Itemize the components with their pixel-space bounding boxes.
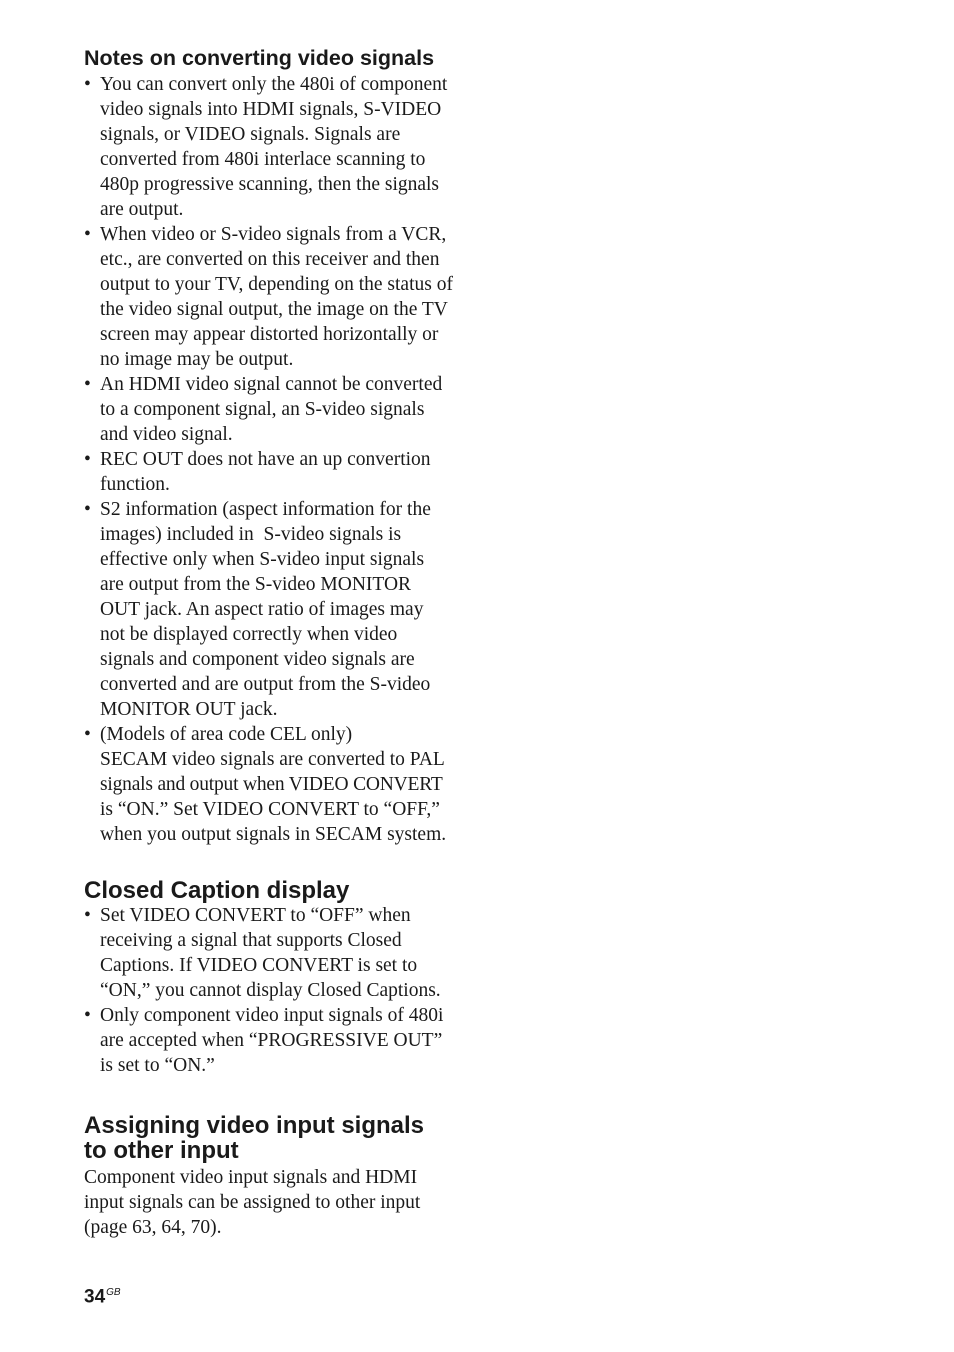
text-line: are accepted when “PROGRESSIVE OUT” [100,1030,443,1051]
text-line: signals and component video signals are [100,649,415,670]
text-line: and video signal. [100,424,233,445]
text-line: An HDMI video signal cannot be converted [100,374,443,395]
text-line: REC OUT does not have an up convertion [100,449,431,470]
text-line: etc., are converted on this receiver and then [100,249,440,270]
text-line: is set to “ON.” [100,1055,215,1076]
text-line: Component video input signals and HDMI [84,1167,418,1188]
text-line: output to your TV, depending on the status of [100,274,453,295]
text-line: OUT jack. An aspect ratio of images may [100,599,424,620]
text-line: receiving a signal that supports Closed [100,930,402,951]
page-number-value: 34 [84,1286,106,1308]
bullet-icon: • [84,74,91,95]
bullet-icon: • [84,224,91,245]
bullet-icon: • [84,724,91,745]
paragraph [84,1165,464,1240]
text-line: no image may be output. [100,349,294,370]
text-line: signals and output when VIDEO CONVERT [100,774,443,795]
text-line: (Models of area code CEL only) [100,724,353,745]
text-line: Set VIDEO CONVERT to “OFF” when [100,905,411,926]
section-closed-caption [84,878,464,1078]
text-line: (page 63, 64, 70). [84,1217,222,1238]
bullet-list [84,72,464,847]
text-line: input signals can be assigned to other input [84,1192,421,1213]
text-line: not be displayed correctly when video [100,624,398,645]
list-item [84,222,464,372]
bullet-list [84,903,464,1078]
text-line: function. [100,474,170,495]
bullet-icon: • [84,449,91,470]
text-line: are output. [100,199,184,220]
text-line: When video or S-video signals from a VCR, [100,224,447,245]
text-line: MONITOR OUT jack. [100,699,278,720]
text-line: to a component signal, an S-video signals [100,399,425,420]
text-line: Captions. If VIDEO CONVERT is set to [100,955,418,976]
text-line: video signals into HDMI signals, S-VIDEO [100,99,442,120]
text-line: images) included in S-video signals is [100,524,402,545]
list-item [84,497,464,722]
text-line: S2 information (aspect information for the [100,499,431,520]
page-content [84,44,464,1240]
text-line: converted and are output from the S-video [100,674,431,695]
section-notes-converting-video [84,44,464,847]
bullet-icon: • [84,1005,91,1026]
text-line: effective only when S-video input signals [100,549,425,570]
page-number [84,1281,121,1309]
list-item [84,903,464,1003]
text-line: SECAM video signals are converted to PAL [100,749,445,770]
text-line: 480p progressive scanning, then the signals [100,174,440,195]
title-line: Assigning video input signals [84,1112,425,1139]
bullet-icon: • [84,374,91,395]
list-item [84,447,464,497]
section-title: Notes on converting video signals [84,46,435,70]
bullet-icon: • [84,499,91,520]
text-line: when you output signals in SECAM system. [100,824,447,845]
text-line: screen may appear distorted horizontally or [100,324,439,345]
page-number-suffix: GB [106,1287,121,1298]
text-line: You can convert only the 480i of component [100,74,448,95]
text-line: is “ON.” Set VIDEO CONVERT to “OFF,” [100,799,440,820]
text-line: signals, or VIDEO signals. Signals are [100,124,401,145]
section-assigning-video-input [84,1113,464,1240]
text-line: “ON,” you cannot display Closed Captions. [100,980,441,1001]
text-line: the video signal output, the image on the TV [100,299,448,320]
list-item [84,372,464,447]
list-item [84,722,464,847]
title-line: to other input [84,1137,239,1164]
bullet-icon: • [84,905,91,926]
list-item [84,72,464,222]
list-item [84,1003,464,1078]
text-line: converted from 480i interlace scanning to [100,149,426,170]
section-title: Closed Caption display [84,877,350,904]
text-line: are output from the S-video MONITOR [100,574,412,595]
text-line: Only component video input signals of 480i [100,1005,444,1026]
section-title [84,1113,464,1163]
